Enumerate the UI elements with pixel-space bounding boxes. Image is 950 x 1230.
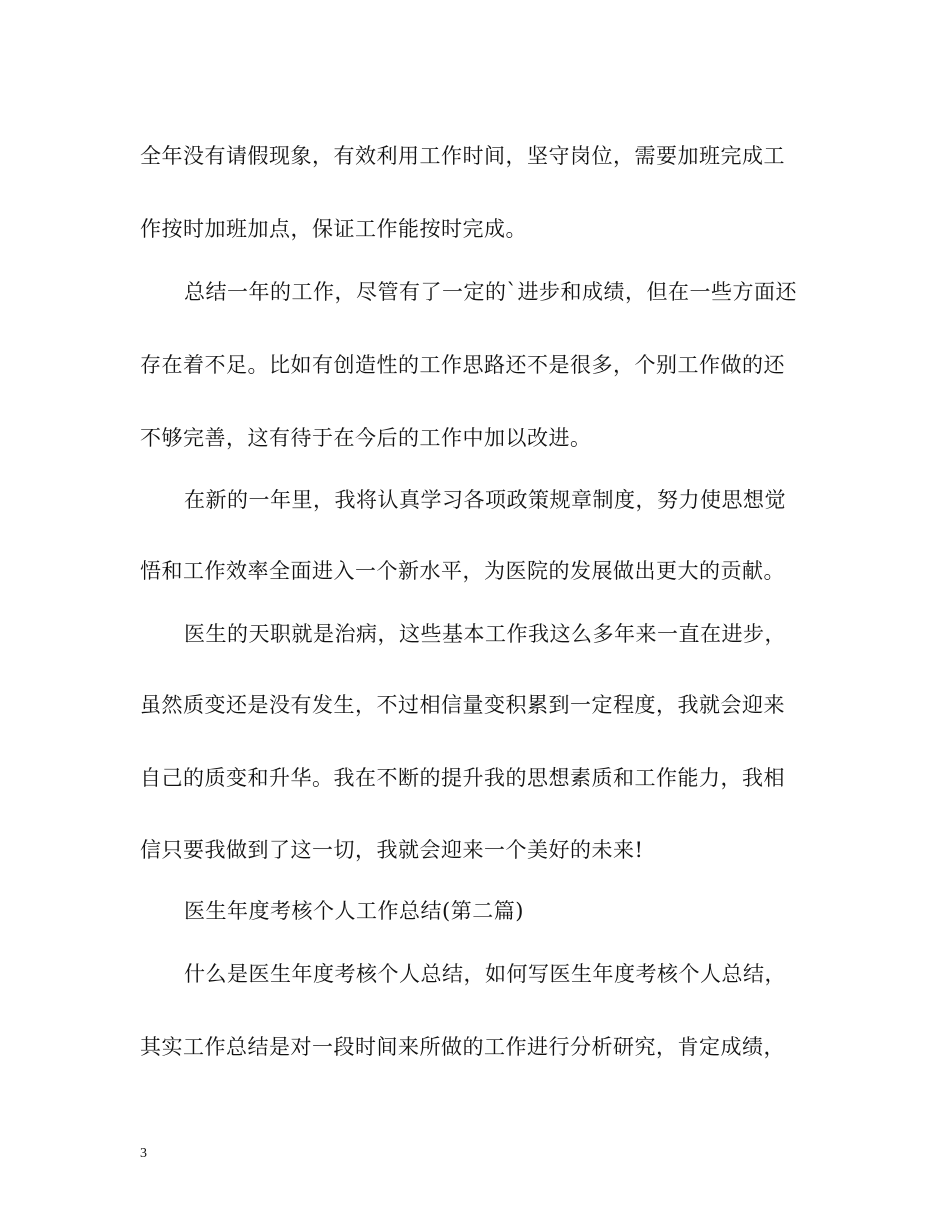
text-line: 全年没有请假现象，有效利用工作时间，坚守岗位，需要加班完成工 bbox=[140, 144, 785, 168]
paragraph-start-line: 什么是医生年度考核个人总结，如何写医生年度考核个人总结， bbox=[184, 962, 786, 986]
text-line: 信只要我做到了这一切，我就会迎来一个美好的未来! bbox=[140, 838, 644, 862]
page-number: 3 bbox=[140, 1146, 147, 1161]
paragraph-start-line: 在新的一年里，我将认真学习各项政策规章制度，努力使思想觉 bbox=[184, 488, 786, 512]
text-line: 存在着不足。比如有创造性的工作思路还不是很多，个别工作做的还 bbox=[140, 353, 785, 377]
text-line: 作按时加班加点，保证工作能按时完成。 bbox=[140, 217, 527, 241]
paragraph-start-line: 医生的天职就是治病，这些基本工作我这么多年来一直在进步， bbox=[184, 622, 786, 646]
text-line: 不够完善，这有待于在今后的工作中加以改进。 bbox=[140, 426, 592, 450]
text-line: 虽然质变还是没有发生，不过相信量变积累到一定程度，我就会迎来 bbox=[140, 693, 785, 717]
paragraph-start-line: 总结一年的工作，尽管有了一定的`进步和成绩，但在一些方面还 bbox=[184, 280, 797, 304]
text-line: 悟和工作效率全面进入一个新水平，为医院的发展做出更大的贡献。 bbox=[140, 559, 785, 583]
text-line: 自己的质变和升华。我在不断的提升我的思想素质和工作能力，我相 bbox=[140, 766, 785, 790]
section-heading: 医生年度考核个人工作总结(第二篇) bbox=[184, 899, 524, 923]
text-line: 其实工作总结是对一段时间来所做的工作进行分析研究，肯定成绩， bbox=[140, 1035, 785, 1059]
